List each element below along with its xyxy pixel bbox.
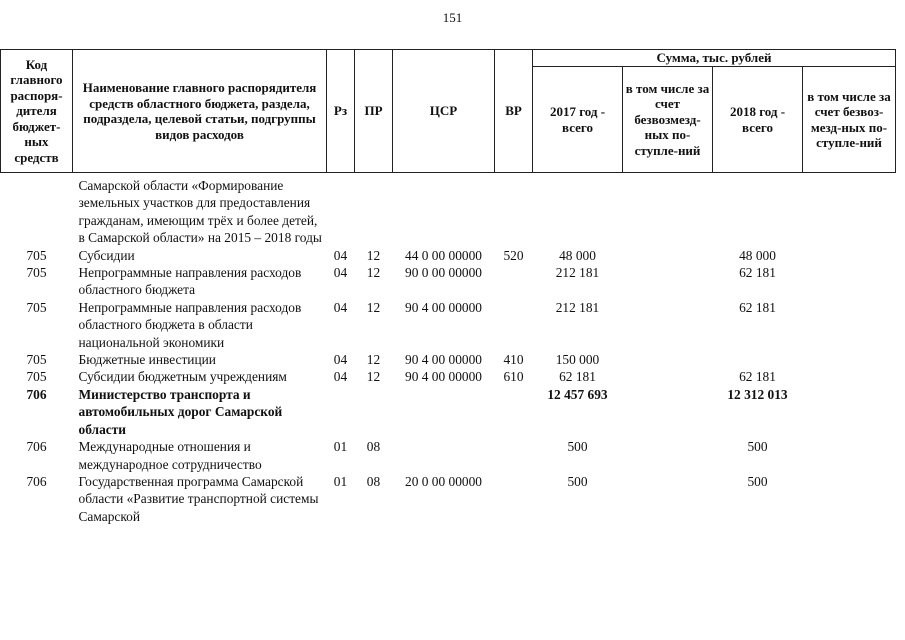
- row-total-2017: 500: [567, 473, 588, 489]
- row-free-2017: [623, 173, 713, 247]
- row-code: [1, 173, 73, 247]
- row-total-2018: [713, 173, 803, 247]
- row-free-2018: [803, 368, 896, 385]
- table-row: [1, 173, 896, 247]
- row-free-2018: [803, 299, 896, 351]
- row-vr: 520: [503, 247, 524, 263]
- page-number: 151: [442, 10, 463, 25]
- header-rz: Рз: [327, 50, 355, 173]
- row-total-2017: 212 181: [555, 299, 600, 315]
- row-free-2017: [623, 264, 713, 299]
- row-total-2018: 48 000: [739, 247, 776, 263]
- row-vr: [495, 173, 533, 247]
- row-code: 705: [26, 369, 47, 385]
- row-pr: 12: [366, 369, 381, 385]
- row-csr: [393, 173, 495, 247]
- header-name: Наименование главного распорядителя средств областного бюджета, раздела, подраздела, целевой статьи, подгруппы видов расходов: [73, 50, 327, 173]
- row-name: Непрограммные направления расходов областного бюджета в области национальной экономики: [78, 299, 302, 350]
- row-free-2017: [623, 438, 713, 473]
- table-row: [1, 351, 896, 368]
- header-csr: ЦСР: [393, 50, 495, 173]
- row-vr: [495, 473, 533, 525]
- row-total-2018: 500: [747, 473, 768, 489]
- row-name: Международные отношения и международное сотрудничество: [78, 439, 262, 472]
- row-total-2018: 62 181: [739, 265, 776, 281]
- row-code: 705: [26, 247, 47, 263]
- row-free-2018: [803, 247, 896, 264]
- row-rz: 04: [333, 352, 348, 368]
- row-vr: [495, 264, 533, 299]
- table-row: [1, 247, 896, 264]
- row-total-2017: 500: [567, 439, 588, 455]
- row-free-2017: [623, 473, 713, 525]
- row-code: 706: [26, 473, 47, 489]
- row-pr: [355, 173, 393, 247]
- row-free-2018: [803, 351, 896, 368]
- row-rz: 04: [333, 369, 348, 385]
- row-name: Субсидии: [78, 247, 135, 263]
- table-row: [1, 386, 896, 438]
- row-rz: [327, 173, 355, 247]
- row-rz: 04: [333, 265, 348, 281]
- row-free-2018: [803, 438, 896, 473]
- table-row: [1, 368, 896, 385]
- row-rz: 04: [333, 247, 348, 263]
- row-csr: [393, 438, 495, 473]
- row-total-2017: [533, 173, 623, 247]
- row-name: Самарской области «Формирование земельных участков для предоставления гражданам, имеющим трёх и более детей, в Самарской области» на 2015 – 2018 годы: [78, 178, 322, 246]
- row-code: 705: [26, 265, 47, 281]
- row-total-2017: 12 457 693: [547, 386, 608, 402]
- row-vr: [495, 438, 533, 473]
- row-pr: 12: [366, 299, 381, 315]
- row-free-2017: [623, 386, 713, 438]
- row-pr: 12: [366, 247, 381, 263]
- row-rz: [327, 386, 355, 438]
- header-code: Код главного распоря-дителя бюджет-ных средств: [1, 50, 73, 173]
- row-free-2017: [623, 351, 713, 368]
- table-header: [1, 50, 896, 173]
- table-body: [1, 173, 896, 526]
- row-rz: 01: [333, 439, 348, 455]
- table-row: [1, 264, 896, 299]
- header-vr: ВР: [495, 50, 533, 173]
- row-rz: 04: [333, 299, 348, 315]
- row-rz: 01: [333, 473, 348, 489]
- row-free-2018: [803, 173, 896, 247]
- row-free-2018: [803, 473, 896, 525]
- row-free-2017: [623, 299, 713, 351]
- row-name: Непрограммные направления расходов областного бюджета: [78, 265, 302, 298]
- table-row: [1, 299, 896, 351]
- header-free-2017: в том числе за счет безвозмезд-ных по-ступле-ний: [623, 67, 713, 173]
- row-total-2017: 212 181: [555, 265, 600, 281]
- row-total-2018: 12 312 013: [727, 386, 788, 402]
- row-free-2017: [623, 368, 713, 385]
- row-pr: [355, 386, 393, 438]
- row-code: 705: [26, 299, 47, 315]
- row-name: Субсидии бюджетным учреждениям: [78, 369, 287, 385]
- row-name: Бюджетные инвестиции: [78, 352, 216, 368]
- row-vr: 410: [503, 352, 524, 368]
- row-csr: 44 0 00 00000: [405, 247, 482, 263]
- row-name: Государственная программа Самарской области «Развитие транспортной системы Самарской: [78, 473, 319, 524]
- row-code: 705: [26, 352, 47, 368]
- row-total-2017: 150 000: [555, 352, 600, 368]
- row-csr: 90 4 00 00000: [405, 352, 482, 368]
- row-total-2018: [713, 351, 803, 368]
- row-csr: 90 4 00 00000: [405, 369, 482, 385]
- table-row: [1, 438, 896, 473]
- row-pr: 08: [366, 473, 381, 489]
- header-free-2018: в том числе за счет безвоз-мезд-ных по-ступле-ний: [803, 67, 896, 173]
- row-vr: 610: [503, 369, 524, 385]
- row-free-2017: [623, 247, 713, 264]
- row-total-2018: 62 181: [739, 369, 776, 385]
- row-csr: 90 0 00 00000: [405, 265, 482, 281]
- row-total-2018: 62 181: [739, 299, 776, 315]
- header-total-2017: 2017 год - всего: [533, 67, 623, 173]
- header-total-2018: 2018 год - всего: [713, 67, 803, 173]
- row-code: 706: [26, 439, 47, 455]
- header-pr: ПР: [355, 50, 393, 173]
- row-pr: 12: [366, 352, 381, 368]
- row-csr: [393, 386, 495, 438]
- row-csr: 20 0 00 00000: [405, 473, 482, 489]
- row-name: Министерство транспорта и автомобильных дорог Самарской области: [78, 386, 283, 437]
- row-free-2018: [803, 386, 896, 438]
- row-pr: 12: [366, 265, 381, 281]
- budget-table: [0, 49, 896, 525]
- table-row: [1, 473, 896, 525]
- row-pr: 08: [366, 439, 381, 455]
- header-sum-group: Сумма, тыс. рублей: [533, 50, 896, 67]
- row-vr: [495, 386, 533, 438]
- row-total-2018: 500: [747, 439, 768, 455]
- row-total-2017: 48 000: [559, 247, 596, 263]
- row-total-2017: 62 181: [559, 369, 596, 385]
- row-code: 706: [26, 386, 47, 402]
- row-csr: 90 4 00 00000: [405, 299, 482, 315]
- row-free-2018: [803, 264, 896, 299]
- row-vr: [495, 299, 533, 351]
